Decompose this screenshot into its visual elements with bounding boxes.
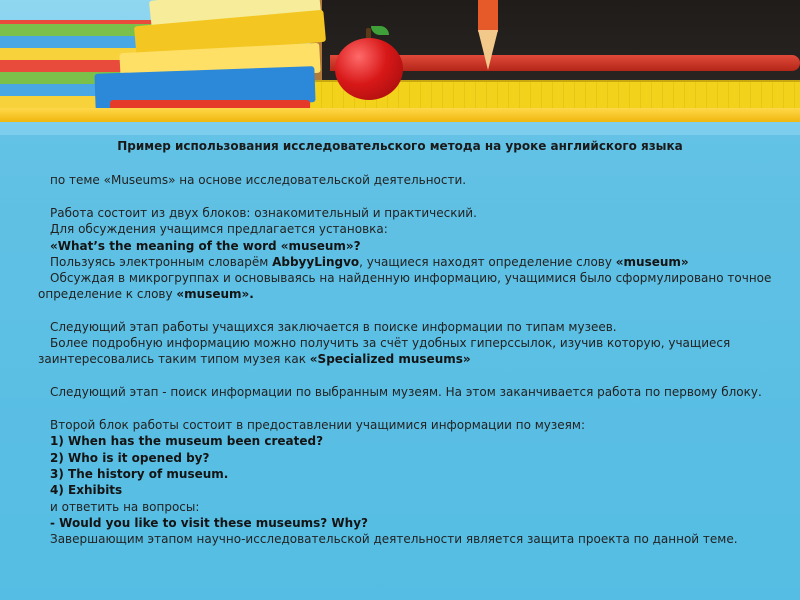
text-span: определение к слову xyxy=(38,287,177,301)
pencil-illustration xyxy=(478,0,498,32)
paragraph-line: Следующий этап работы учащихся заключается в поиске информации по типам музеев. xyxy=(50,320,617,334)
list-item: 4) Exhibits xyxy=(50,483,123,497)
dictionary-name: AbbyyLingvo xyxy=(272,255,360,269)
question-line: «What’s the meaning of the word «museum»? xyxy=(50,239,361,253)
text-span: заинтересовались таким типом музея как xyxy=(38,352,310,366)
paragraph-line: Работа состоит из двух блоков: ознакомительный и практический. xyxy=(50,206,477,220)
paragraph-line: Второй блок работы состоит в предоставлении учащимися информации по музеям: xyxy=(50,418,585,432)
paragraph-line xyxy=(50,254,689,270)
keyword: «Specialized museums» xyxy=(309,352,471,366)
paragraph-line: Для обсуждения учащимся предлагается установка: xyxy=(50,222,388,236)
paragraph-line: и ответить на вопросы: xyxy=(50,500,200,514)
paragraph-line: Завершающим этапом научно-исследовательской деятельности является защита проекта по данной теме. xyxy=(50,532,738,546)
apple-illustration xyxy=(335,38,403,100)
document-body xyxy=(0,132,800,600)
paragraph-line: Обсуждая в микрогруппах и основываясь на найденную информацию, учащимися было сформулировано точное xyxy=(50,271,772,285)
list-item: 1) When has the museum been created? xyxy=(50,434,324,448)
text-span: Пользуясь электронным словарём xyxy=(50,255,273,269)
paragraph-line xyxy=(38,351,471,367)
paragraph-line: по теме «Museums» на основе исследовательской деятельности. xyxy=(50,173,467,187)
paragraph-line: Более подробную информацию можно получить за счёт удобных гиперссылок, изучив которую, учащиеся xyxy=(50,336,731,350)
paragraph-line: Следующий этап - поиск информации по выбранным музеям. На этом заканчивается работа по первому блоку. xyxy=(50,385,762,399)
question-line: - Would you like to visit these museums? Why? xyxy=(50,516,368,530)
yellow-pencil-illustration xyxy=(0,108,800,122)
pencil-tip-illustration xyxy=(478,30,498,70)
list-item: 2) Who is it opened by? xyxy=(50,451,210,465)
keyword: «museum». xyxy=(176,287,254,301)
text-span: , учащиеся находят определение слову xyxy=(359,255,616,269)
list-item: 3) The history of museum. xyxy=(50,467,229,481)
header-illustration xyxy=(0,0,800,135)
keyword: «museum» xyxy=(615,255,689,269)
paragraph-line xyxy=(38,286,254,302)
page-title: Пример использования исследовательского метода на уроке английского языка xyxy=(117,139,683,153)
